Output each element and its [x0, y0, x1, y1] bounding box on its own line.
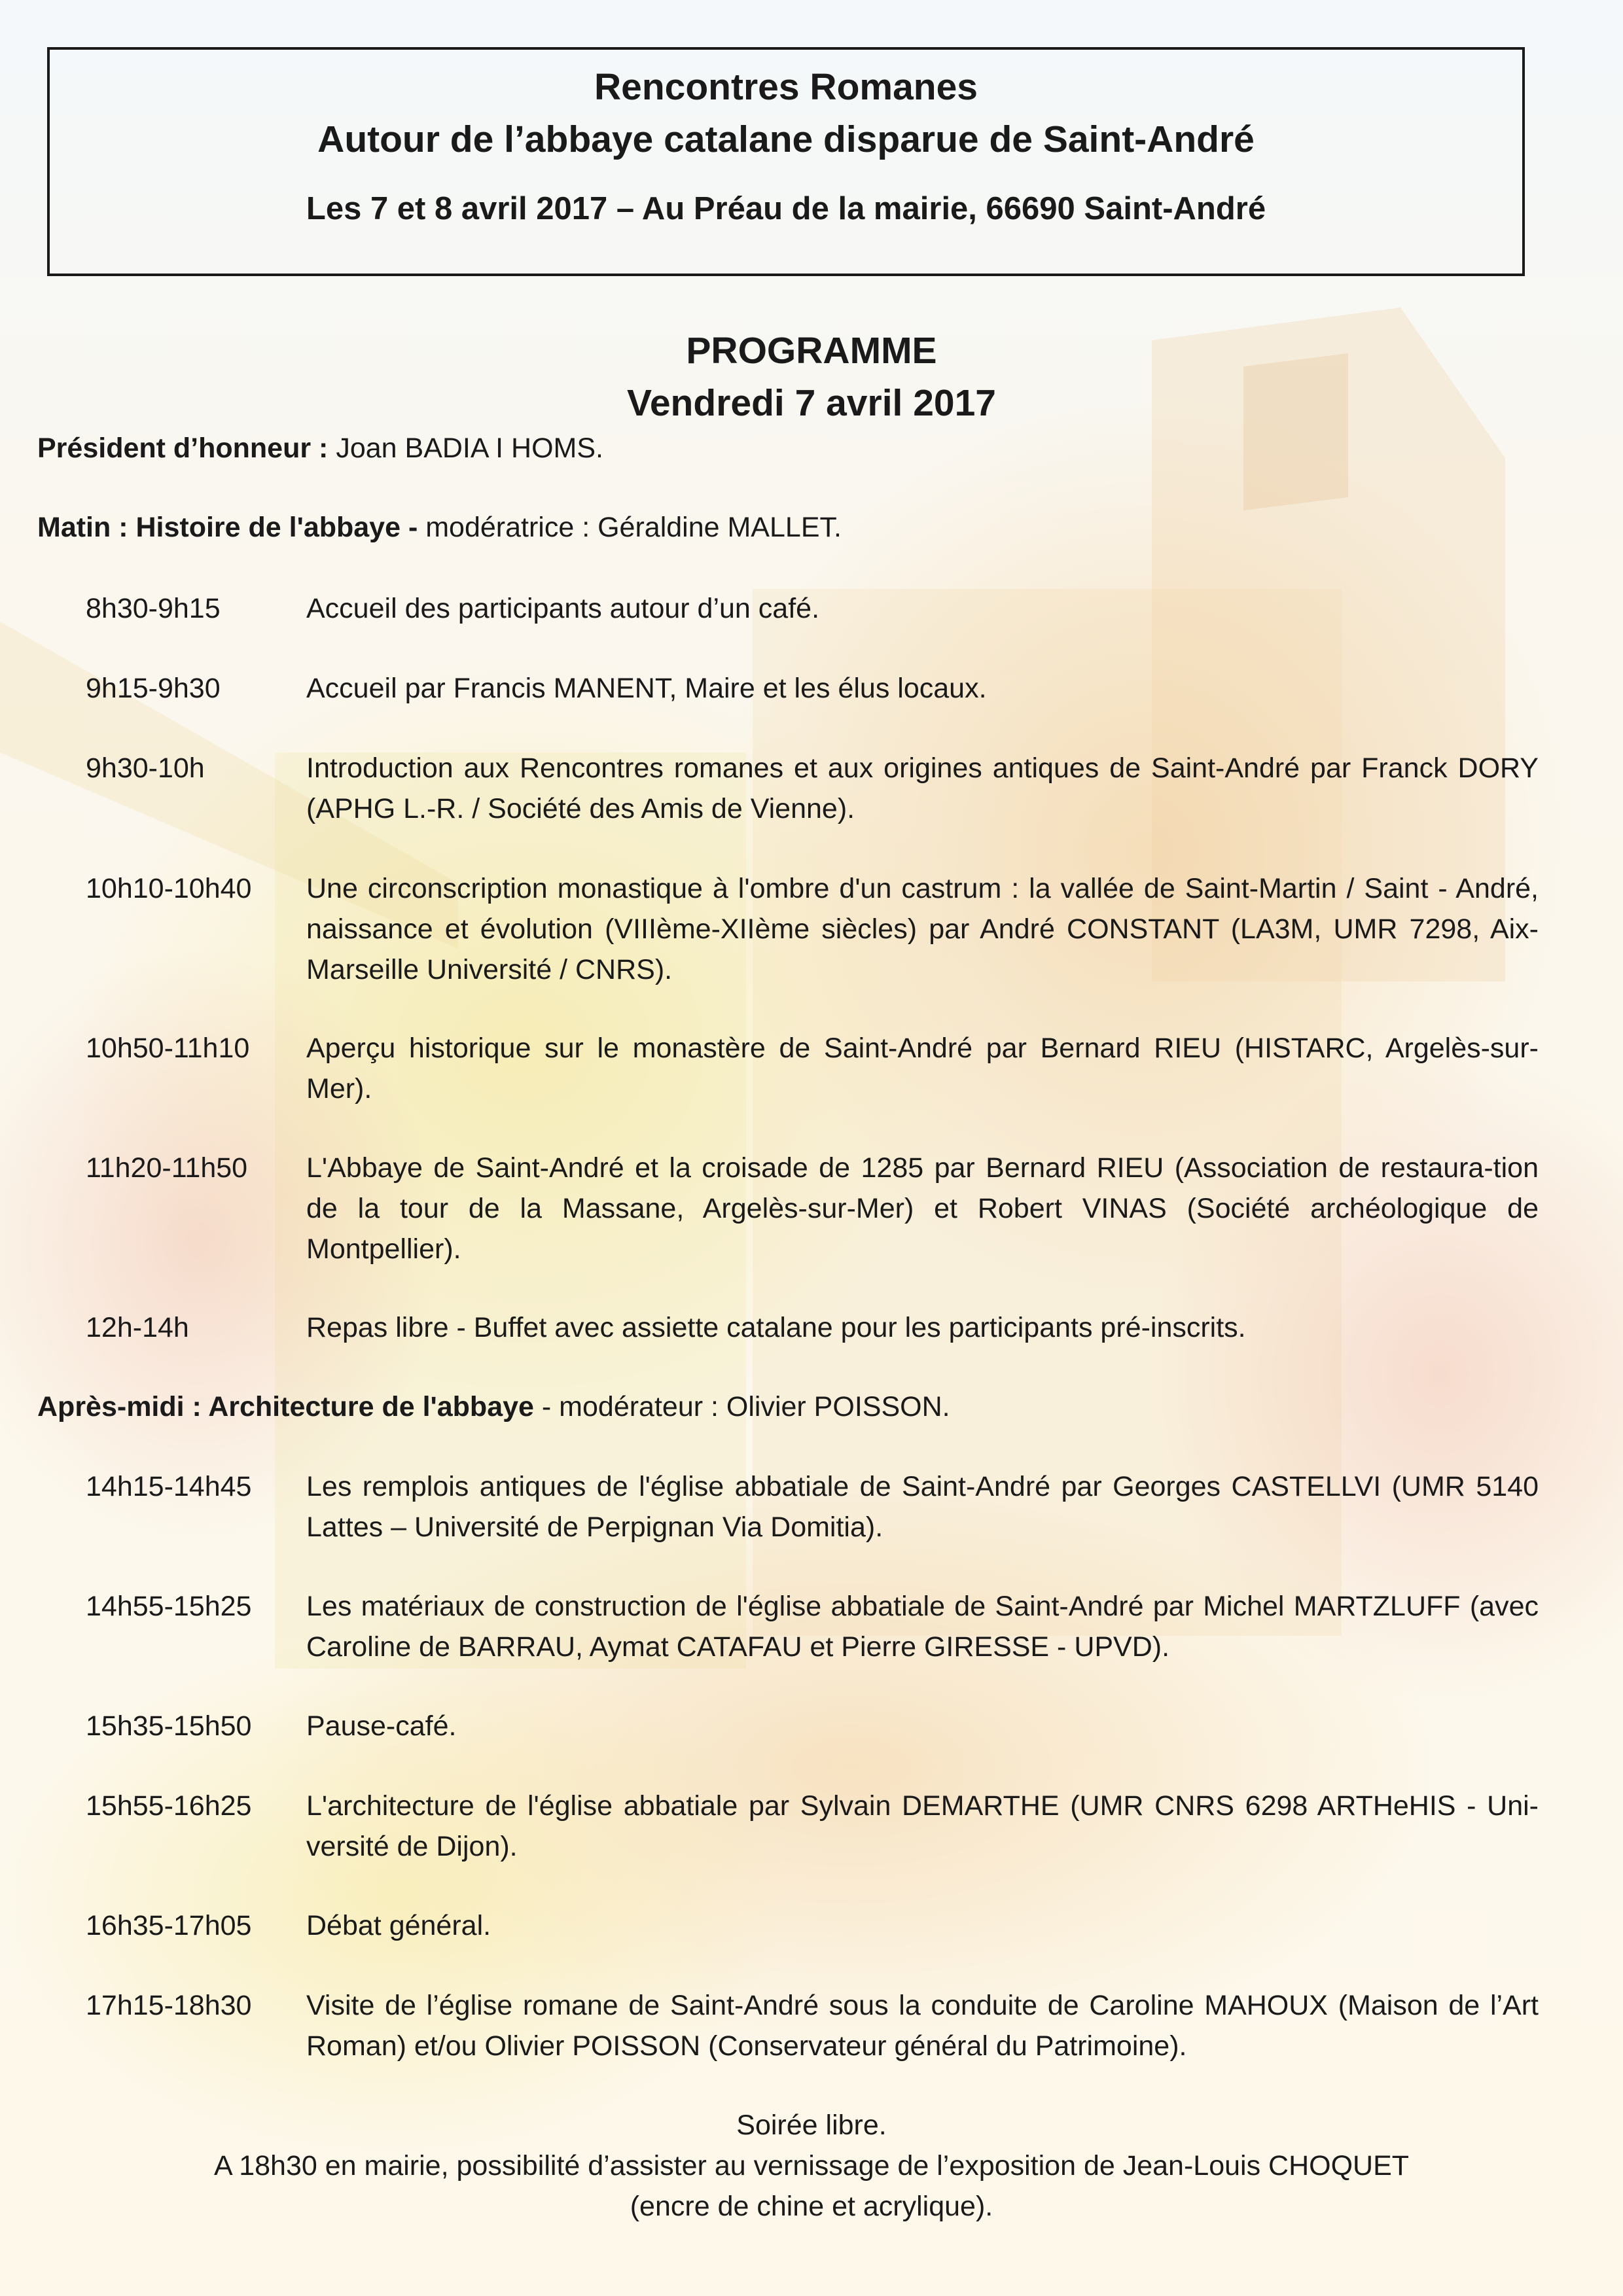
schedule-description: Introduction aux Rencontres romanes et aux origines antiques de Saint-André par Franck DORY (APHG L.-R. / Société des Amis de Vienne). — [306, 752, 1539, 824]
president-name: Joan BADIA I HOMS. — [328, 433, 603, 464]
schedule-time: 10h10-10h40 — [86, 873, 252, 904]
schedule-description: L'Abbaye de Saint-André et la croisade de 1285 par Bernard RIEU (Association de restaura-tion de la tour de la Massane, Argelès-sur-Mer) et Robert VINAS (Société archéologique de Montpellier). — [306, 1152, 1539, 1265]
schedule-time: 17h15-18h30 — [86, 1990, 252, 2021]
schedule-description: Les matériaux de construction de l'église abbatiale de Saint-André par Michel MARTZLUFF (avec Caroline de BARRAU, Aymat CATAFAU et Pierre GIRESSE - UPVD). — [306, 1591, 1539, 1663]
schedule-description: Accueil par Francis MANENT, Maire et les élus locaux. — [306, 673, 987, 704]
event-dates-place: Les 7 et 8 avril 2017 – Au Préau de la mairie, 66690 Saint-André — [306, 191, 1266, 226]
schedule-description: Accueil des participants autour d’un café. — [306, 593, 820, 624]
schedule-time: 15h35-15h50 — [86, 1710, 252, 1742]
schedule-description: Débat général. — [306, 1910, 491, 1941]
event-subtitle: Autour de l’abbaye catalane disparue de Saint-André — [317, 118, 1255, 160]
afternoon-session-heading — [37, 1386, 950, 1427]
schedule-description: Repas libre - Buffet avec assiette catalane pour les participants pré-inscrits. — [306, 1312, 1246, 1343]
morning-label: Matin : Histoire de l'abbaye - — [37, 512, 418, 543]
programme-heading: PROGRAMME — [686, 330, 937, 372]
schedule-description: Les remplois antiques de l'église abbatiale de Saint-André par Georges CASTELLVI (UMR 5140 Lattes – Université de Perpignan Via Domitia). — [306, 1471, 1539, 1543]
morning-moderator: modératrice : Géraldine MALLET. — [418, 512, 842, 543]
morning-session-heading — [37, 507, 842, 548]
schedule-time: 8h30-9h15 — [86, 593, 221, 624]
closing-evening: Soirée libre. — [736, 2110, 887, 2141]
schedule-time: 11h20-11h50 — [86, 1152, 248, 1184]
closing-vernissage: A 18h30 en mairie, possibilité d’assister au vernissage de l’exposition de Jean-Louis CHOQUET — [213, 2150, 1410, 2181]
afternoon-label: Après-midi : Architecture de l'abbaye — [37, 1391, 534, 1422]
schedule-time: 10h50-11h10 — [86, 1033, 250, 1064]
schedule-time: 14h15-14h45 — [86, 1471, 252, 1502]
schedule-time: 14h55-15h25 — [86, 1591, 252, 1622]
schedule-time: 9h15-9h30 — [86, 673, 221, 704]
schedule-time: 16h35-17h05 — [86, 1910, 252, 1941]
closing-technique: (encre de chine et acrylique). — [630, 2191, 993, 2222]
president-line — [37, 428, 603, 468]
afternoon-moderator: - modérateur : Olivier POISSON. — [533, 1391, 950, 1422]
schedule-description: Visite de l’église romane de Saint-André sous la conduite de Caroline MAHOUX (Maison de l’Art Roman) et/ou Olivier POISSON (Conservateur général du Patrimoine). — [306, 1990, 1539, 2062]
schedule-description: Aperçu historique sur le monastère de Saint-André par Bernard RIEU (HISTARC, Argelès-sur-Mer). — [306, 1033, 1539, 1104]
president-label: Président d’honneur : — [37, 433, 329, 464]
schedule-time: 9h30-10h — [86, 752, 205, 784]
schedule-description: Une circonscription monastique à l'ombre d'un castrum : la vallée de Saint-Martin / Saint - André, naissance et évolution (VIIIème-XIIème siècles) par André CONSTANT (LA3M, UMR 7298, Aix-Marseille Université / CNRS). — [306, 873, 1539, 985]
schedule-description: L'architecture de l'église abbatiale par Sylvain DEMARTHE (UMR CNRS 6298 ARTHeHIS - Uni-versité de Dijon). — [306, 1790, 1539, 1862]
event-title: Rencontres Romanes — [594, 66, 978, 108]
schedule-time: 15h55-16h25 — [86, 1790, 252, 1822]
header-box — [47, 47, 1525, 276]
schedule-time: 12h-14h — [86, 1312, 189, 1343]
day-heading: Vendredi 7 avril 2017 — [626, 382, 997, 424]
schedule-description: Pause-café. — [306, 1710, 457, 1742]
